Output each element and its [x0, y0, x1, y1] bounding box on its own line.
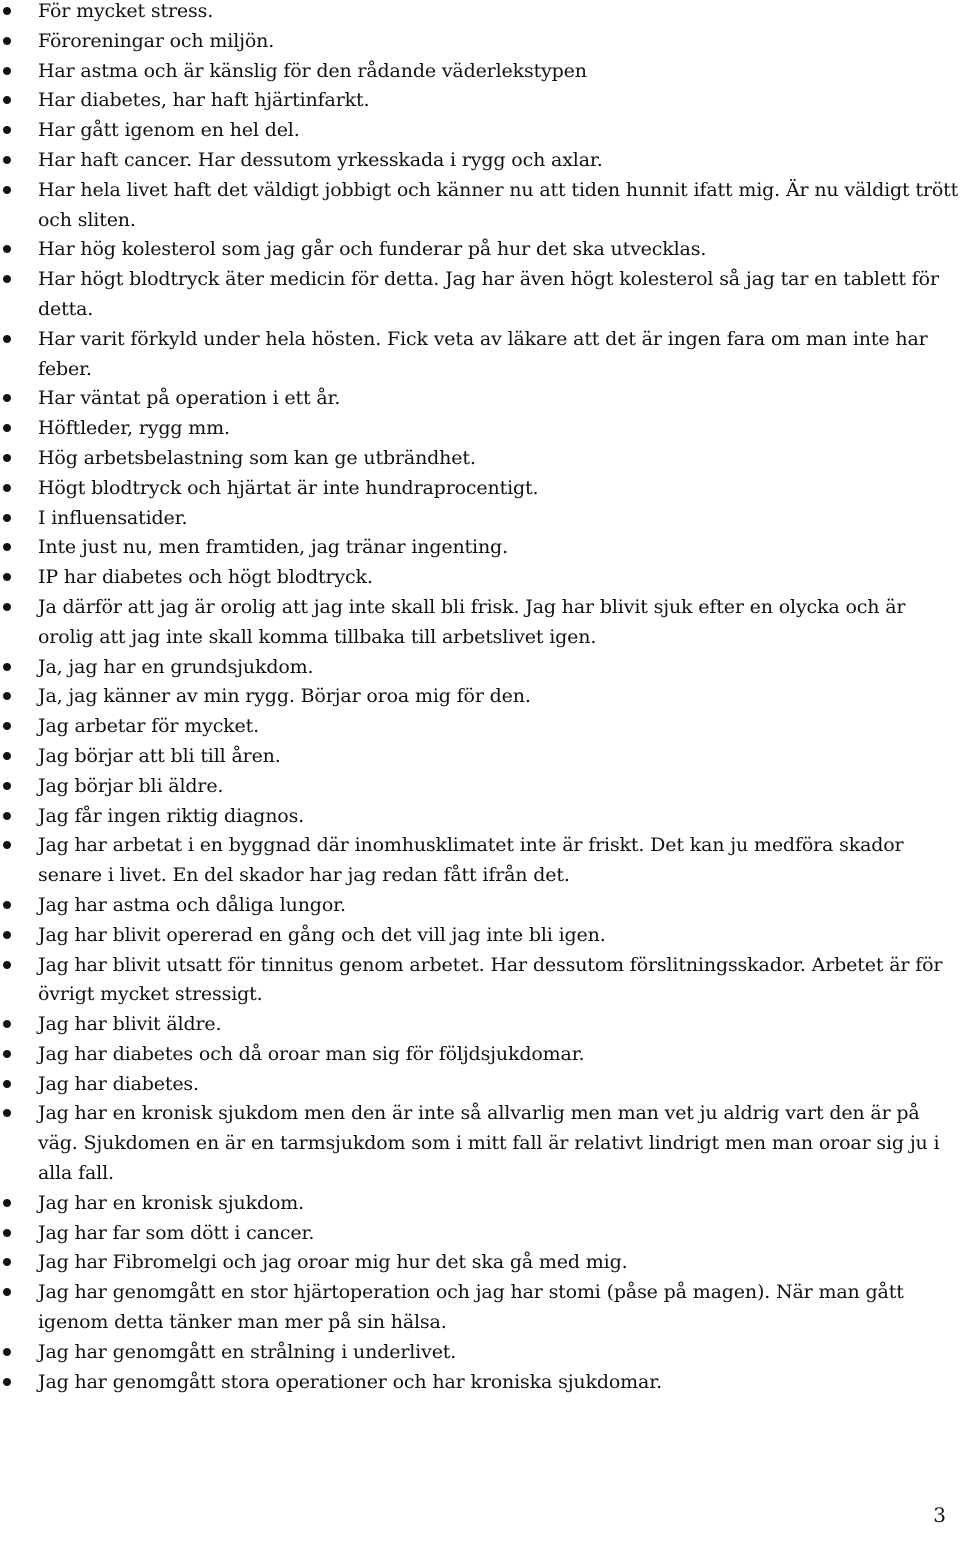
list-item: [0, 384, 960, 414]
list-item-text: Ja, jag känner av min rygg. Börjar oroa mig för den.: [38, 685, 531, 708]
list-item: [0, 563, 960, 593]
list-item-text: Jag har diabetes och då oroar man sig för följdsjukdomar.: [38, 1042, 585, 1065]
list-item: [0, 891, 960, 921]
bullet-icon: [3, 812, 11, 820]
bullet-icon: [3, 573, 11, 581]
list-item: [0, 921, 960, 951]
bullet-icon: [3, 156, 11, 164]
list-item: [0, 27, 960, 57]
bullet-icon: [3, 931, 11, 939]
list-item-text: Har väntat på operation i ett år.: [38, 387, 341, 410]
list-item-text: Ja, jag har en grundsjukdom.: [38, 655, 314, 678]
list-item: [0, 1368, 960, 1398]
list-item-text: Har astma och är känslig för den rådande väderlekstypen: [38, 59, 587, 82]
bullet-icon: [3, 1378, 11, 1386]
list-item: [0, 1040, 960, 1070]
list-item-text: Jag har arbetat i en byggnad där inomhusklimatet inte är friskt. Det kan ju medföra skador senare i livet. En del skador har jag redan fått ifrån det.: [38, 834, 904, 887]
list-item: [0, 831, 960, 891]
bullet-icon: [3, 245, 11, 253]
list-item: [0, 235, 960, 265]
list-item-text: Jag börjar bli äldre.: [38, 774, 224, 797]
list-item: [0, 593, 960, 653]
list-item-text: Jag arbetar för mycket.: [38, 715, 260, 738]
bullet-icon: [3, 186, 11, 194]
list-item-text: Har diabetes, har haft hjärtinfarkt.: [38, 89, 370, 112]
list-item-text: Jag får ingen riktig diagnos.: [38, 804, 305, 827]
bullet-icon: [3, 514, 11, 522]
list-item: [0, 504, 960, 534]
bullet-icon: [3, 543, 11, 551]
bullet-icon: [3, 1229, 11, 1237]
bullet-icon: [3, 961, 11, 969]
list-item-text: För mycket stress.: [38, 0, 214, 22]
list-item-text: Föroreningar och miljön.: [38, 29, 275, 52]
list-item-text: I influensatider.: [38, 506, 188, 529]
bullet-icon: [3, 1109, 11, 1117]
list-item: [0, 116, 960, 146]
bullet-icon: [3, 335, 11, 343]
list-item: [0, 1010, 960, 1040]
list-item-text: Jag har genomgått en strålning i underlivet.: [38, 1340, 457, 1363]
list-item: [0, 1338, 960, 1368]
list-item-text: Jag har blivit utsatt för tinnitus genom arbetet. Har dessutom förslitningsskador. Arbetet är för övrigt mycket stressigt.: [38, 953, 943, 1006]
list-item: [0, 742, 960, 772]
bullet-icon: [3, 901, 11, 909]
bullet-icon: [3, 37, 11, 45]
bullet-icon: [3, 692, 11, 700]
list-item-text: Inte just nu, men framtiden, jag tränar ingenting.: [38, 536, 508, 559]
bullet-icon: [3, 1288, 11, 1296]
list-item-text: Har hög kolesterol som jag går och funderar på hur det ska utvecklas.: [38, 238, 707, 261]
list-item-text: Hög arbetsbelastning som kan ge utbrändhet.: [38, 446, 476, 469]
list-item: [0, 146, 960, 176]
list-item: [0, 712, 960, 742]
list-item: [0, 176, 960, 236]
list-item-text: Jag har diabetes.: [38, 1072, 199, 1095]
bullet-icon: [3, 454, 11, 462]
bullet-icon: [3, 126, 11, 134]
bullet-icon: [3, 841, 11, 849]
list-item-text: Ja därför att jag är orolig att jag inte skall bli frisk. Jag har blivit sjuk efter en olycka och är orolig att jag inte skall komma tillbaka till arbetslivet igen.: [38, 595, 906, 648]
list-item-text: Jag har Fibromelgi och jag oroar mig hur det ska gå med mig.: [38, 1251, 628, 1274]
bullet-icon: [3, 782, 11, 790]
page-number: 3: [933, 1503, 946, 1527]
list-item: [0, 1219, 960, 1249]
bullet-icon: [3, 424, 11, 432]
list-item: [0, 1189, 960, 1219]
list-item-text: Jag har far som dött i cancer.: [38, 1221, 315, 1244]
list-item: [0, 1278, 960, 1338]
list-item-text: Har gått igenom en hel del.: [38, 119, 300, 142]
bullet-icon: [3, 1080, 11, 1088]
list-item: [0, 802, 960, 832]
list-item-text: Jag har blivit opererad en gång och det vill jag inte bli igen.: [38, 923, 606, 946]
list-item: [0, 1248, 960, 1278]
list-item-text: IP har diabetes och högt blodtryck.: [38, 566, 373, 589]
bullet-icon: [3, 96, 11, 104]
list-item: [0, 444, 960, 474]
bullet-icon: [3, 484, 11, 492]
bullet-icon: [3, 752, 11, 760]
list-item-text: Höftleder, rygg mm.: [38, 417, 230, 440]
list-item-text: Har högt blodtryck äter medicin för detta. Jag har även högt kolesterol så jag tar en tablett för detta.: [38, 268, 939, 320]
list-item: [0, 414, 960, 444]
bullet-icon: [3, 722, 11, 730]
bullet-icon: [3, 67, 11, 75]
list-item-text: Har hela livet haft det väldigt jobbigt och känner nu att tiden hunnit ifatt mig. Är nu väldigt trött och sliten.: [38, 178, 959, 231]
list-item: [0, 0, 960, 27]
list-item: [0, 653, 960, 683]
list-item-text: Jag har en kronisk sjukdom.: [38, 1191, 305, 1214]
list-item-text: Jag har en kronisk sjukdom men den är inte så allvarlig men man vet ju aldrig vart den är på väg. Sjukdomen en är en tarmsjukdom som i mitt fall är relativt lindrigt men man oroar sig ju i alla fall.: [38, 1102, 940, 1185]
list-item: [0, 86, 960, 116]
bullet-icon: [3, 1050, 11, 1058]
list-item-text: Jag börjar att bli till åren.: [38, 744, 281, 767]
bullet-icon: [3, 394, 11, 402]
list-item: [0, 682, 960, 712]
list-item-text: Har haft cancer. Har dessutom yrkesskada i rygg och axlar.: [38, 148, 603, 171]
bullet-icon: [3, 1199, 11, 1207]
bullet-icon: [3, 1258, 11, 1266]
list-item: [0, 1099, 960, 1188]
bullet-icon: [3, 275, 11, 283]
list-item-text: Jag har astma och dåliga lungor.: [38, 893, 346, 916]
bullet-icon: [3, 7, 11, 15]
bullet-icon: [3, 1020, 11, 1028]
list-item: [0, 951, 960, 1011]
list-item: [0, 772, 960, 802]
list-item: [0, 474, 960, 504]
list-item-text: Högt blodtryck och hjärtat är inte hundraprocentigt.: [38, 476, 539, 499]
list-item: [0, 265, 960, 325]
bullet-icon: [3, 1348, 11, 1356]
list-item-text: Jag har genomgått stora operationer och har kroniska sjukdomar.: [38, 1370, 662, 1393]
list-item-text: Har varit förkyld under hela hösten. Fick veta av läkare att det är ingen fara om man inte har feber.: [38, 327, 928, 380]
list-item: [0, 57, 960, 87]
bullet-icon: [3, 603, 11, 611]
list-item: [0, 533, 960, 563]
list-item: [0, 1070, 960, 1100]
list-item-text: Jag har genomgått en stor hjärtoperation och jag har stomi (påse på magen). När man gått igenom detta tänker man mer på sin hälsa.: [38, 1281, 904, 1334]
list-item: [0, 325, 960, 385]
bullet-icon: [3, 663, 11, 671]
list-item-text: Jag har blivit äldre.: [38, 1013, 222, 1036]
